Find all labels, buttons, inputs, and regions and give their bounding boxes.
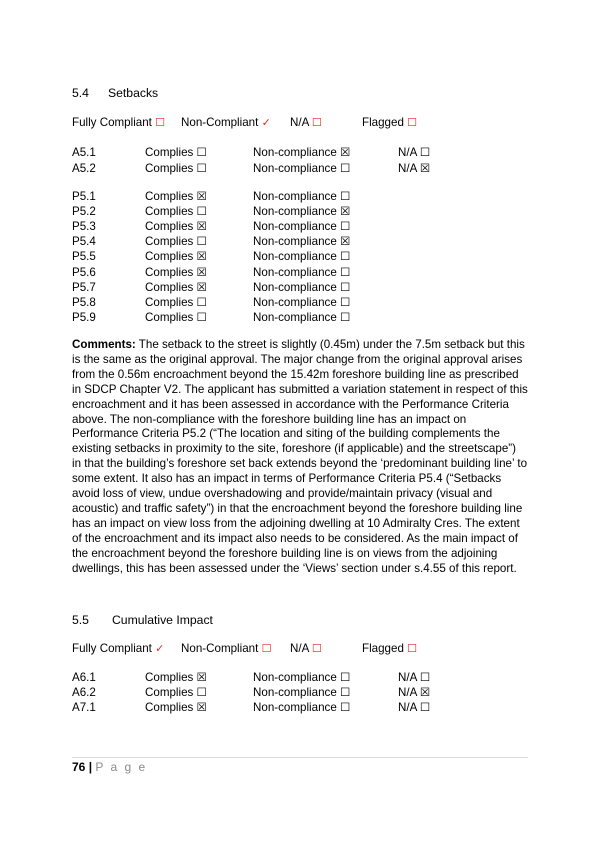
requirement-code: P5.9 [72,311,96,324]
complies-option: Complies ☐ [145,162,207,175]
status-line-5-4 [72,116,165,130]
page-word: P a g e [95,760,148,774]
non-compliance-option: Non-compliance ☐ [253,686,351,699]
complies-option: Complies ☒ [145,281,207,294]
non-compliant-label: Non-Compliant [181,642,259,655]
flagged-checkbox: ☐ [407,116,418,129]
flagged-status [362,642,417,656]
non-compliance-option: Non-compliance ☐ [253,281,351,294]
na-option: N/A ☐ [398,146,431,159]
non-compliance-option: Non-compliance ☐ [253,266,351,279]
complies-option: Complies ☐ [145,296,207,309]
comments-label: Comments: [72,338,136,351]
section-5-4-title: Setbacks [108,86,159,100]
fully-compliant-tick: ✓ [155,642,165,655]
requirement-code: P5.7 [72,281,96,294]
non-compliance-option: Non-compliance ☐ [253,220,351,233]
non-compliance-option: Non-compliance ☒ [253,205,351,218]
complies-option: Complies ☐ [145,205,207,218]
flagged-checkbox: ☐ [407,642,418,655]
complies-option: Complies ☒ [145,701,207,714]
non-compliant-checkbox: ☐ [261,642,272,655]
complies-option: Complies ☒ [145,250,207,263]
comments-paragraph [72,338,528,577]
complies-option: Complies ☒ [145,266,207,279]
complies-option: Complies ☐ [145,311,207,324]
fully-compliant-label: Fully Compliant [72,642,152,655]
requirement-code: P5.1 [72,190,96,203]
na-status [290,116,322,130]
requirement-code: A5.1 [72,146,96,159]
requirement-code: P5.3 [72,220,96,233]
section-5-5-number: 5.5 [72,613,89,627]
na-option: N/A ☐ [398,701,431,714]
non-compliance-option: Non-compliance ☐ [253,311,351,324]
complies-option: Complies ☒ [145,220,207,233]
non-compliant-status [181,642,271,656]
non-compliance-option: Non-compliance ☐ [253,162,351,175]
na-checkbox: ☐ [311,642,322,655]
na-status [290,642,322,656]
flagged-status [362,116,417,130]
footer-separator: | [85,760,96,774]
requirement-code: P5.5 [72,250,96,263]
na-checkbox: ☐ [311,116,322,129]
footer-divider [72,757,528,758]
non-compliance-option: Non-compliance ☒ [253,146,351,159]
flagged-label: Flagged [362,116,404,129]
na-option: N/A ☒ [398,162,431,175]
section-5-5-title: Cumulative Impact [112,613,213,627]
na-label: N/A [290,116,309,129]
complies-option: Complies ☒ [145,671,207,684]
non-compliant-status [181,116,271,130]
requirement-code: A6.2 [72,686,96,699]
non-compliance-option: Non-compliance ☐ [253,190,351,203]
requirement-code: A6.1 [72,671,96,684]
non-compliance-option: Non-compliance ☒ [253,235,351,248]
non-compliance-option: Non-compliance ☐ [253,296,351,309]
non-compliance-option: Non-compliance ☐ [253,701,351,714]
fully-compliant-checkbox: ☐ [155,116,166,129]
page-number: 76 [72,760,86,774]
na-label: N/A [290,642,309,655]
status-line-5-5 [72,642,164,656]
section-5-4-number: 5.4 [72,86,89,100]
complies-option: Complies ☐ [145,146,207,159]
complies-option: Complies ☐ [145,235,207,248]
na-option: N/A ☐ [398,671,431,684]
requirement-code: P5.6 [72,266,96,279]
requirement-code: P5.4 [72,235,96,248]
requirement-code: P5.8 [72,296,96,309]
page-footer [72,760,147,774]
na-option: N/A ☒ [398,686,431,699]
non-compliant-tick: ✓ [261,116,271,129]
complies-option: Complies ☒ [145,190,207,203]
fully-compliant-label: Fully Compliant [72,116,152,129]
non-compliance-option: Non-compliance ☐ [253,250,351,263]
requirement-code: A7.1 [72,701,96,714]
requirement-code: P5.2 [72,205,96,218]
comments-text: The setback to the street is slightly (0.45m) under the 7.5m setback but this is the same as the original approval. The major change from the original approval arises from the 0.56m encroachment beyond the 15.42m foreshore building line as prescribed in SDCP Chapter V2. The applicant has submitted a variation statement in respect of this encroachment and it has been assessed in accordance with the Performance Criteria above. The non-compliance with the foreshore building line has an impact on Performance Criteria P5.2 (“The location and siting of the building complements the existing setbacks in proximity to the site, foreshore (if applicable) and the streetscape”) in that the building’s foreshore set back extends beyond the ‘predominant building line’ to some extent. It also has an impact in terms of Performance Criteria P5.4 (“Setbacks avoid loss of view, undue overshadowing and provide/maintain privacy (visual and acoustic) and traffic safety”) in that the encroachment beyond the foreshore building line has an impact on view loss from the adjoining dwelling at 10 Admiralty Cres. The extent of the encroachment and its impact also needs to be considered. As the main impact of the encroachment beyond the foreshore building line is on views from the adjoining dwellings, this has been assessed under the ‘Views’ section under s.4.55 of this report. [72,338,528,575]
non-compliant-label: Non-Compliant [181,116,259,129]
complies-option: Complies ☐ [145,686,207,699]
flagged-label: Flagged [362,642,404,655]
non-compliance-option: Non-compliance ☐ [253,671,351,684]
requirement-code: A5.2 [72,162,96,175]
